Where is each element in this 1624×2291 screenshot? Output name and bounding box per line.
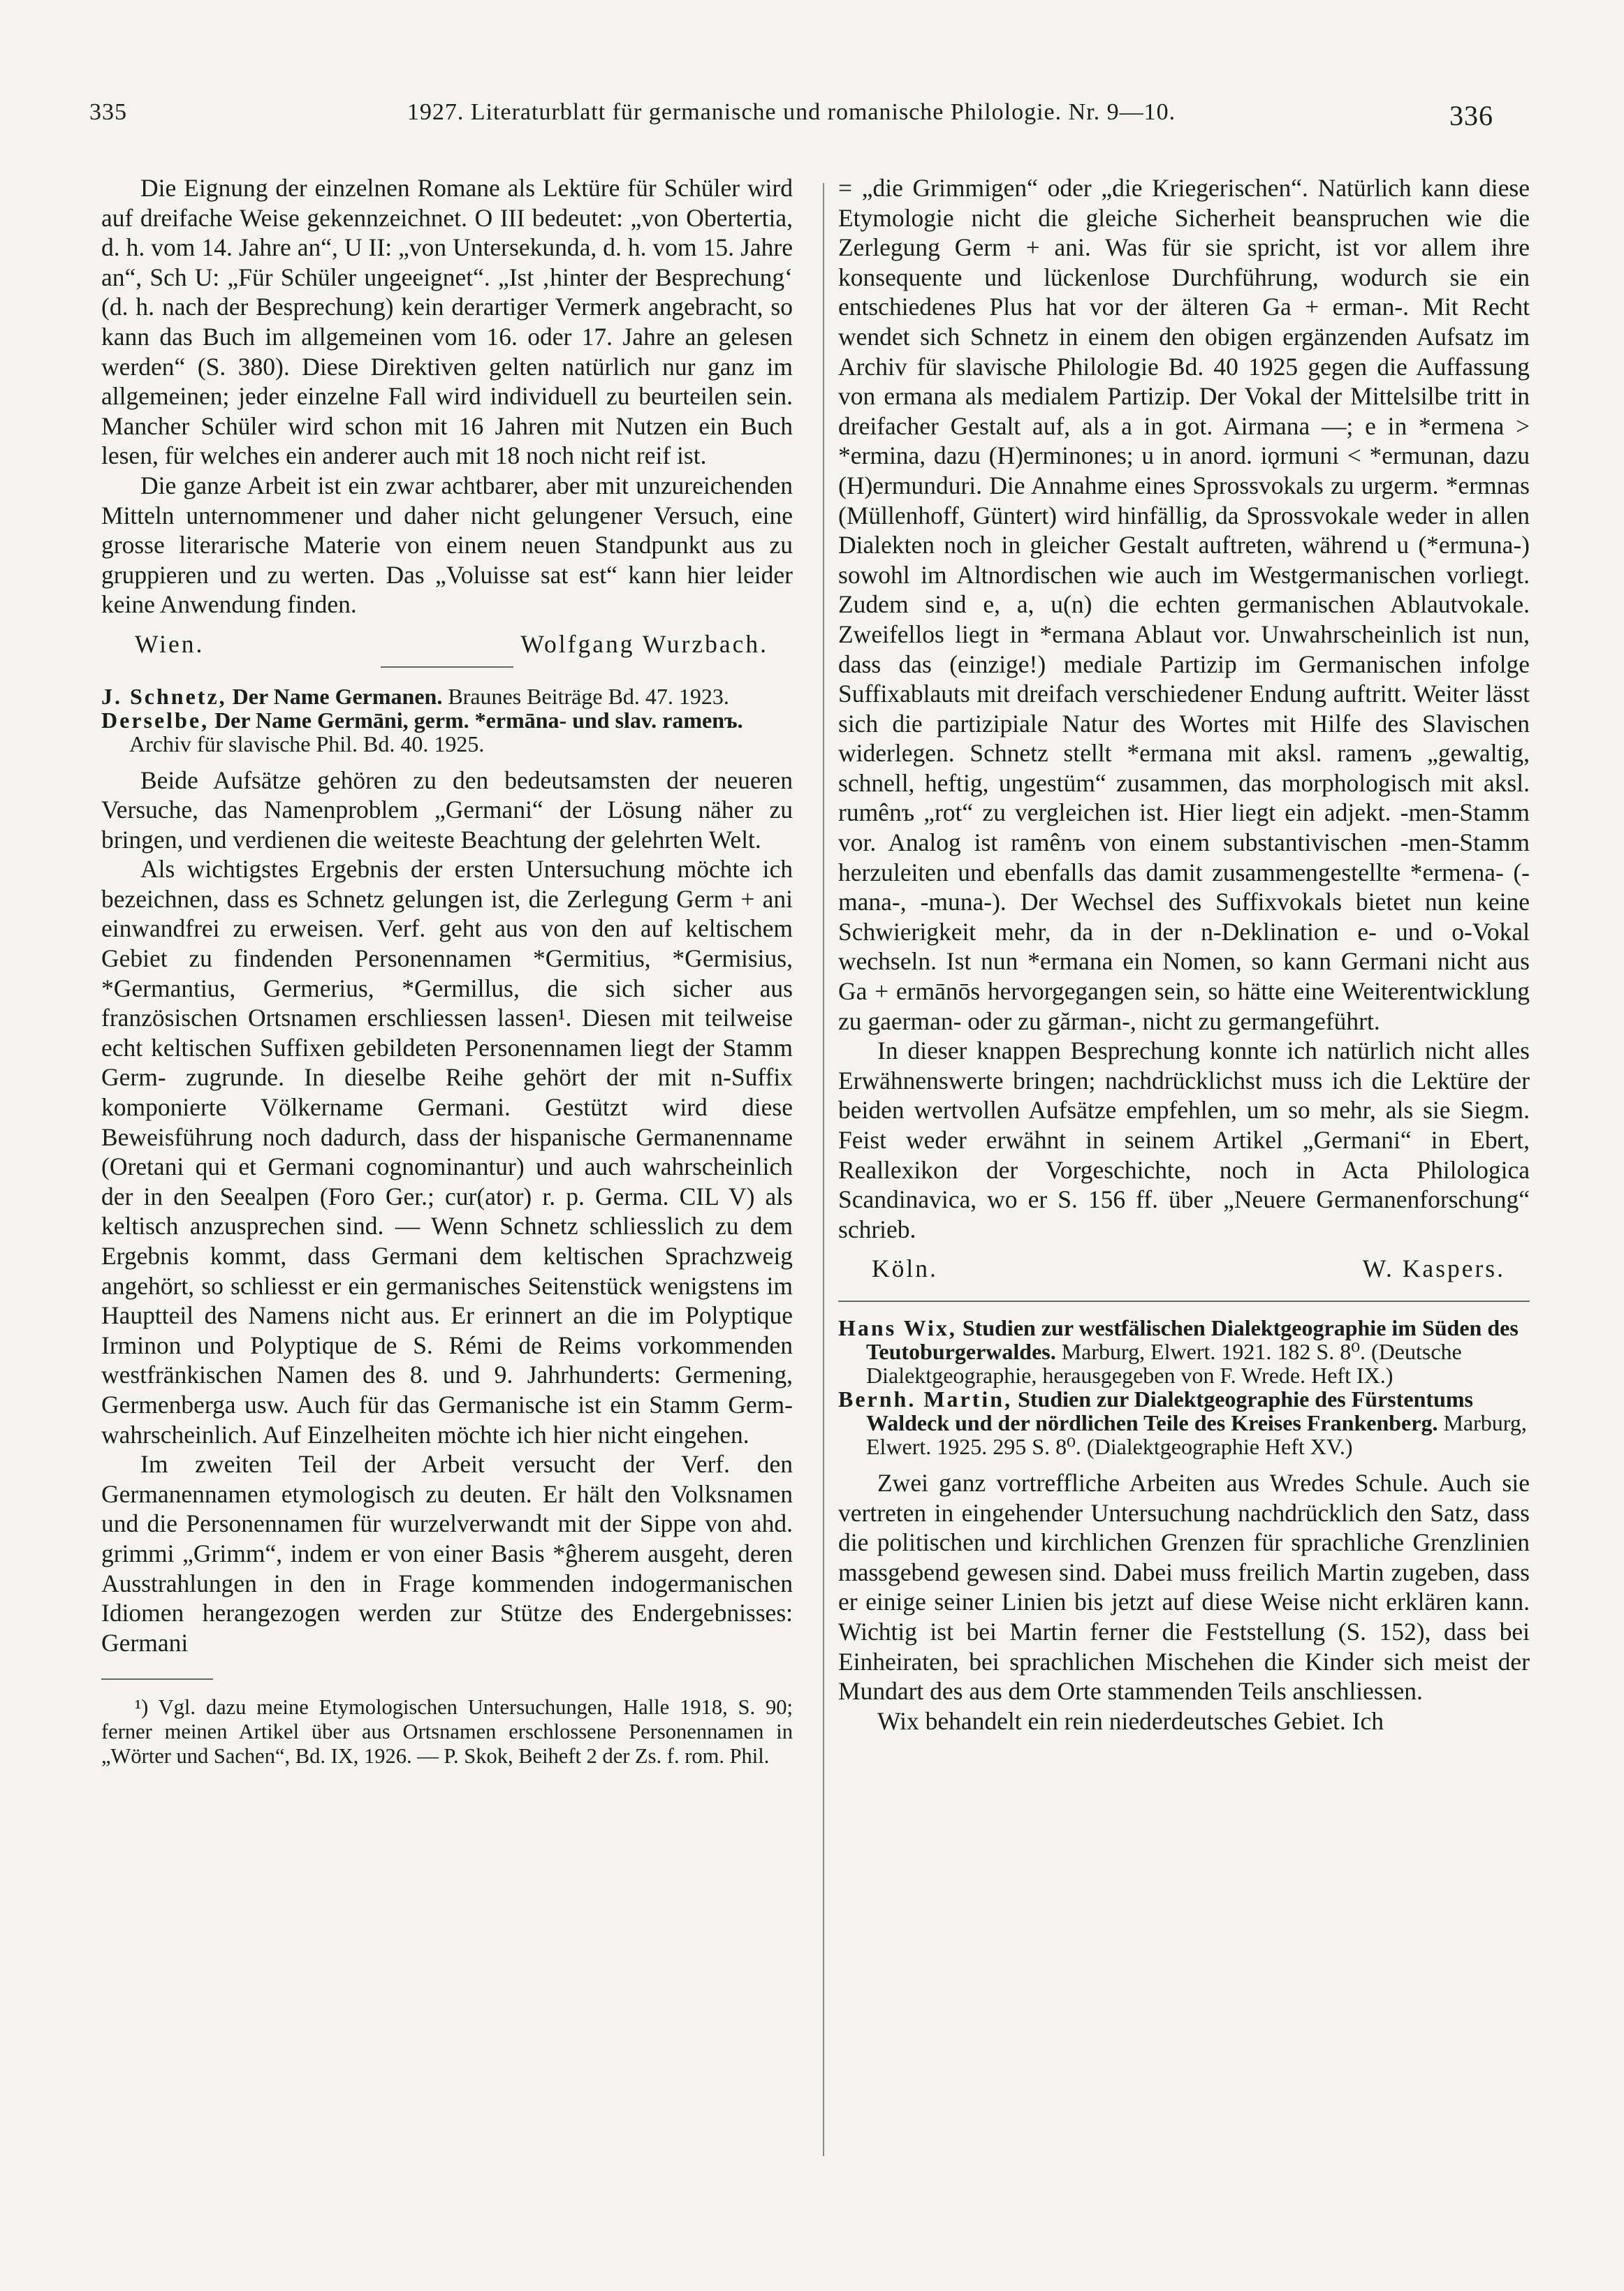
column-divider [823,183,824,2156]
review1-paragraph-2: Die ganze Arbeit ist ein zwar achtbarer, aber mit unzureichenden Mitteln unternommener und daher nicht gelungener Versuch, eine grosse literarische Materie von einem neuen Standpunkt aus zu gruppieren und zu werten. Das „Voluisse sat est“ kann hier leider keine Anwendung finden. [101,471,793,619]
section-rule [381,666,513,668]
review1-paragraph-1: Die Eignung der einzelnen Romane als Lektüre für Schüler wird auf dreifache Weise gekennzeichnet. O III bedeutet: „von Obertertia, d. h. vom 14. Jahre an“, U II: „von Untersekunda, d. h. vom 15. Jahre an“, Sch U: „Für Schüler ungeeignet“. „Ist ‚hinter der Besprechung‘ (d. h. nach der Besprechung) kein derartiger Vermerk angebracht, so kann das Buch im allgemeinen vom 16. oder 17. Jahre an gelesen werden“ (S. 380). Diese Direktiven gelten natürlich nur ganz im allgemeinen; jeder einzelne Fall wird individuell zu beurteilen sein. Mancher Schüler wird schon mit 16 Jahren mit Nutzen ein Buch lesen, für welches ein anderer auch mit 18 noch nicht reif ist. [101,174,793,470]
bibliography-entry-2: Derselbe, Der Name Germāni, germ. *ermāna- und slav. ramenъ. Archiv für slavische Phil. Bd. 40. 1925. [101,707,743,756]
review1-signature [101,629,793,659]
footnote: ¹) Vgl. dazu meine Etymologischen Untersuchungen, Halle 1918, S. 90; ferner meinen Artikel über aus Ortsnamen erschlossene Personennamen in „Wörter und Sachen“, Bd. IX, 1926. — P. Skok, Beiheft 2 der Zs. f. rom. Phil. [101,1695,793,1769]
bibliography-entry-3: Hans Wix, Studien zur westfälischen Dialektgeographie im Süden des Teutoburgerwaldes. Marburg, Elwert. 1921. 182 S. 8⁰. (Deutsche Dialektgeographie, herausgegeben von F. Wrede. Heft IX.) [838,1315,1519,1388]
review2-paragraph-3: Im zweiten Teil der Arbeit versucht der Verf. den Germanennamen etymologisch zu deuten. Er hält den Volksnamen und die Personennamen für wurzelverwandt mit der Sippe von ahd. grimmi „Grimm“, indem er von einer Basis *ĝherem ausgeht, deren Ausstrahlungen in den in Frage kommenden indogermanischen Idiomen herangezogen werden zur Stütze des Endergebnisses: Germani [101,1450,793,1657]
bibliography-entry-4: Bernh. Martin, Studien zur Dialektgeographie des Fürstentums Waldeck und der nördlichen Teile des Kreises Frankenberg. Marburg, Elwert. 1925. 295 S. 8⁰. (Dialektgeographie Heft XV.) [838,1386,1527,1459]
section-rule-right [838,1301,1530,1302]
review3-paragraph-1: Zwei ganz vortreffliche Arbeiten aus Wredes Schule. Auch sie vertreten in eingehender Untersuchung nachdrücklich den Satz, dass die politischen und kirchlichen Grenzen für sprachliche Grenzlinien massgebend gewesen sind. Dabei muss freilich Martin zugeben, dass er einige seiner Linien bis jetzt auf diese Weise nicht erklären kann. Wichtig ist bei Martin ferner die Feststellung (S. 152), dass bei Einheiraten, bei sprachlichen Mischehen die Kinder sich meist der Mundart des aus dem Orte stammenden Teils anschliessen. [838,1468,1530,1706]
left-column [101,173,793,1769]
journal-title: 1927. Literaturblatt für germanische und romanische Philologie. Nr. 9—10. [407,99,1176,125]
review2-place: Köln. [872,1254,938,1283]
review2-closing-paragraph: In dieser knappen Besprechung konnte ich natürlich nicht alles Erwähnenswerte bringen; nachdrücklichst muss ich die Lektüre der beiden wertvollen Aufsätze empfehlen, um so mehr, als sie Siegm. Feist weder erwähnt in seinem Artikel „Germani“ in Ebert, Reallexikon der Vorgeschichte, noch in Acta Philologica Scandinavica, wo er S. 156 ff. über „Neuere Germanenforschung“ schrieb. [838,1037,1530,1243]
running-header [89,99,1493,136]
review3-paragraph-2: Wix behandelt ein rein niederdeutsches Gebiet. Ich [877,1706,1384,1735]
bibliography-entry-1: J. Schnetz, Der Name Germanen. Braunes Beiträge Bd. 47. 1923. [101,683,729,709]
footnote-rule [101,1678,213,1680]
review2-continuation: = „die Grimmigen“ oder „die Kriegerischen“. Natürlich kann diese Etymologie nicht die gleiche Sicherheit beanspruchen wie die Zerlegung Germ + ani. Was für sie spricht, ist vor allem ihre konsequente und lückenlose Durchführung, wodurch sie ein entschiedenes Plus hat vor der älteren Ga + erman-. Mit Recht wendet sich Schnetz in einem den obigen ergänzenden Aufsatz im Archiv für slavische Philologie Bd. 40 1925 gegen die Auffassung von ermana als medialem Partizip. Der Vokal der Mittelsilbe tritt in dreifacher Gestalt auf, als a in got. Airmana —; e in *ermena > *ermina, dazu (H)erminones; u in anord. iǫrmuni < *ermunan, dazu (H)ermunduri. Die Annahme eines Sprossvokals zu urgerm. *ermnas (Müllenhoff, Güntert) wird hinfällig, da Sprossvokale weder in allen Dialekten noch in gleicher Gestalt auftreten, während u (*ermuna-) sowohl im Altnordischen wie auch im Westgermanischen vorliegt. Zudem sind e, a, u(n) die echten germanischen Ablautvokale. Zweifellos liegt in *ermana Ablaut vor. Unwahrscheinlich ist nun, dass das (einzige!) mediale Partizip im Germanischen infolge Suffixablauts mit dreifach verschiedener Endung auftritt. Weiter lässt sich die partizipiale Natur des Wortes mit Hilfe des Slavischen widerlegen. Schnetz stellt *ermana mit aksl. ramenъ „gewaltig, schnell, heftig, ungestüm“ zusammen, das morphologisch mit aksl. rumênъ „rot“ zu vergleichen ist. Hier liegt ein adjekt. -men-Stamm vor. Analog ist ramênъ von einem substantivischen -men-Stamm herzuleiten und ebenfalls das damit zusammengestellte *ermena- (-mana-, -muna-). Der Wechsel des Suffixvokals bietet nun keine Schwierigkeit mehr, da in der n-Deklination e- und o-Vokal wechseln. Ist nun *ermana ein Nomen, so kann Germani nicht aus Ga + ermānōs hervorgegangen sein, so hätte eine Weiterentwicklung zu gaerman- oder zu gărman-, nicht zu germangeführt. [838,174,1530,1035]
review2-paragraph-1: Beide Aufsätze gehören zu den bedeutsamsten der neueren Versuche, das Namenproblem „Germani“ der Lösung näher zu bringen, und verdienen die weiteste Beachtung der gelehrten Welt. [101,766,793,854]
page-number-left: 335 [89,99,127,125]
review1-author: Wolfgang Wurzbach. [520,629,768,658]
review1-place: Wien. [135,629,205,658]
page-number-right: 336 [1449,100,1493,131]
review2-paragraph-2: Als wichtigstes Ergebnis der ersten Untersuchung möchte ich bezeichnen, dass es Schnetz gelungen ist, die Zerlegung Germ + ani einwandfrei zu erweisen. Verf. geht aus von den auf keltischem Gebiet zu findenden Personennamen *Germitius, *Germisius, *Germantius, Germerius, *Germillus, die sich sicher aus französischen Ortsnamen erschliessen lassen¹. Diesen mit teilweise echt keltischen Suffixen gebildeten Personennamen liegt der Stamm Germ- zugrunde. In dieselbe Reihe gehört der mit n-Suffix komponierte Völkername Germani. Gestützt wird diese Beweisführung noch dadurch, dass der hispanische Germanenname (Oretani qui et Germani cognominantur) und auch wahrscheinlich der in den Seealpen (Foro Ger.; cur(ator) r. p. Germa. CIL V) als keltisch anzusprechen sind. — Wenn Schnetz schliesslich zu dem Ergebnis kommt, dass Germani dem keltischen Sprachzweig angehört, so schliesst er ein germanisches Seitenstück wenigstens im Hauptteil des Namens nicht aus. Er erinnert an die im Polyptique Irminon und Polyptique de S. Rémi de Reims vorkommenden westfränkischen Namen des 8. und 9. Jahrhunderts: Germening, Germenberga usw. Auch für das Germanische ist ein Stamm Germ- wahrscheinlich. Auf Einzelheiten möchte ich hier nicht eingehen. [101,855,793,1449]
right-column [838,173,1530,1736]
review2-signature [838,1254,1530,1284]
review2-author: W. Kaspers. [1362,1254,1505,1283]
